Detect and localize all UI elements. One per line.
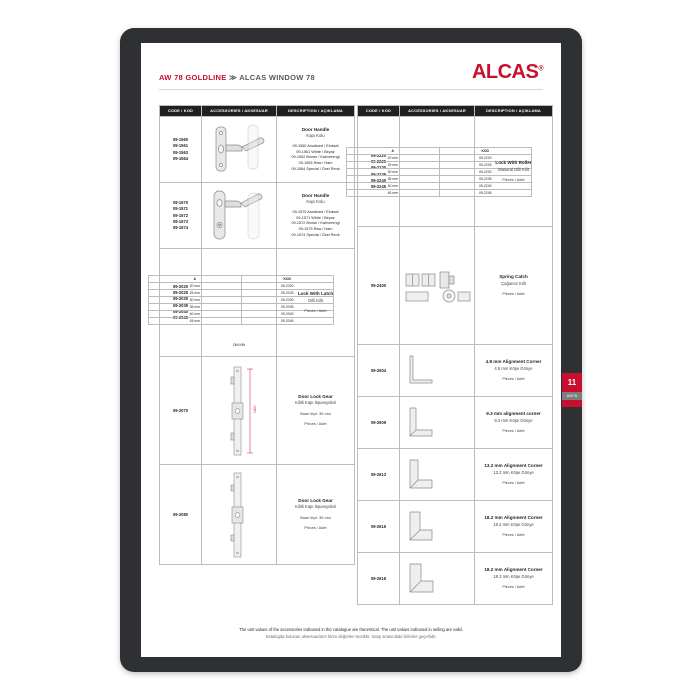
product-image: [202, 465, 277, 565]
col-code: CODE / KOD: [358, 106, 400, 117]
desc-subtitle: Dilli Kilit: [308, 297, 323, 303]
desc-title: 18.2 mm Alignment Corner: [484, 514, 543, 520]
desc-subtitle: 4.8 mm Köşe Gönye: [494, 365, 533, 371]
product-image: [400, 501, 475, 553]
footer-line-tr: Katalogda bulunan aksesuarların birim değerleri teoriktir. Satış sırasındaki birimler geçerlidir.: [265, 634, 437, 639]
table-row: [358, 227, 553, 345]
table-row: [358, 449, 553, 501]
size-table: A KOD 20 mm 09-2020 25 mm 09-2025 30 mm 09-2030 35 mm 09-2035 40 mm 09-2040 45 mm 09-2045: [148, 275, 334, 325]
desc-note: Pieces / Adet: [502, 178, 525, 183]
row-codes: 09-2220 09-2225 09-2230 09-2235 09-2240 09-2245: [358, 117, 400, 227]
row-codes: 09-2609: [358, 397, 400, 449]
desc-subtitle: Çağanoz Kilit: [501, 280, 526, 286]
figure-caption: Dilli Kilit: [233, 342, 245, 347]
row-description: [475, 553, 553, 605]
page-tab-label: AW78: [562, 392, 582, 400]
table-row: [358, 397, 553, 449]
desc-title: 18.2 mm Alignment Corner: [484, 566, 543, 572]
desc-subtitle: Kapı Kolu: [306, 133, 325, 139]
right-column: [357, 105, 543, 605]
door-lock-gear-figure-2: [204, 469, 274, 561]
header-chevron-icon: ≫: [228, 73, 238, 82]
row-codes: 09-2080: [160, 465, 202, 565]
desc-subtitle: 18.2 mm Köşe Gönye: [493, 521, 534, 527]
row-codes: 09-2615: [358, 501, 400, 553]
header-title: [159, 73, 315, 82]
desc-subtitle: Kapı Kolu: [306, 199, 325, 205]
alcas-logo: ALCAS®: [471, 61, 543, 83]
row-description: [277, 117, 355, 183]
row-codes: 09-1560 09-1561 09-1563 09-1564: [160, 117, 202, 183]
desc-note: Barel ölçü: 35 mm: [300, 515, 331, 520]
desc-subtitle: 13.2 mm Köşe Gönye: [493, 469, 534, 475]
table-row: [358, 553, 553, 605]
door-handle-figure: [204, 121, 270, 179]
desc-note: Pieces / Adet: [502, 292, 525, 297]
table-row: [358, 501, 553, 553]
row-codes: 09-2618: [358, 553, 400, 605]
row-description: [475, 501, 553, 553]
table-row: [160, 249, 355, 357]
product-image: [400, 345, 475, 397]
col-accessories: ACCESSORIES / AKSESUAR: [400, 106, 475, 117]
desc-variants: 09-1570 Anodized / Eloksal 09-1571 White / Beyaz 09-1572 Brown / Kahverengi 09-1573 Raw / Ham 09-1574 Special / Özel Renk: [291, 209, 340, 238]
product-image: [400, 553, 475, 605]
col-description: DESCRIPTION / AÇIKLAMA: [277, 106, 355, 117]
desc-note-2: Pieces / Adet: [304, 526, 327, 531]
desc-note: Barel ölçü: 35 mm: [300, 411, 331, 416]
product-image: [387, 117, 492, 227]
page-number: 11: [567, 378, 577, 387]
desc-title: Door Handle: [301, 126, 330, 132]
desc-note: Pieces / Adet: [502, 481, 525, 486]
registered-icon: ®: [538, 65, 543, 73]
alignment-corner-figure: [402, 404, 442, 442]
accessories-table-right: [357, 105, 553, 605]
row-codes: 09-1570 09-1571 09-1572 09-1573 09-1574: [160, 183, 202, 249]
desc-subtitle: 9.3 mm Köşe Gönye: [494, 417, 533, 423]
row-codes: 09-2020 09-2025 09-2030 09-2035 09-2040 09-2045: [160, 249, 202, 357]
page-footer: [159, 627, 543, 639]
header-divider: [159, 89, 543, 90]
table-row: [358, 117, 553, 227]
row-description: [475, 227, 553, 345]
desc-subtitle: 18.2 mm Köşe Gönye: [493, 573, 534, 579]
desc-title: 9.3 mm alignment corner: [486, 410, 541, 416]
row-description: [277, 183, 355, 249]
product-image: [400, 397, 475, 449]
table-header-row: [358, 106, 553, 117]
alignment-corner-figure: [402, 456, 442, 494]
table-row: [160, 357, 355, 465]
page-tab: [562, 373, 582, 407]
footer-line-en: The unit values of the accessories indicated in the catalogue are theoretical. The unit values indicated in selling are valid.: [239, 627, 463, 632]
desc-title: 13.2 mm Alignment Corner: [484, 462, 543, 468]
row-description: [475, 345, 553, 397]
desc-title: 4.8 mm Alignment Corner: [485, 358, 542, 364]
alignment-corner-figure: [402, 508, 442, 546]
desc-title: Spring Catch: [499, 273, 528, 279]
page-header: [159, 61, 543, 101]
alignment-corner-figure: [402, 352, 442, 390]
col-accessories: ACCESSORIES / AKSESUAR: [202, 106, 277, 117]
product-image: [202, 183, 277, 249]
desc-title: Lock With Roller: [495, 159, 532, 165]
row-codes: 09-2400: [358, 227, 400, 345]
col-code: CODE / KOD: [160, 106, 202, 117]
desc-subtitle: Masural Dilli Kilit: [498, 166, 529, 172]
door-handle-plate-figure: [204, 187, 270, 245]
row-codes: 09-2613: [358, 449, 400, 501]
desc-title: Door Lock Gear: [298, 497, 333, 503]
door-lock-gear-figure: [204, 363, 274, 459]
table-row: [160, 183, 355, 249]
row-codes: 09-2604: [358, 345, 400, 397]
product-image: [202, 357, 277, 465]
table-row: [160, 465, 355, 565]
desc-note: Pieces / Adet: [502, 429, 525, 434]
desc-note: Pieces / Adet: [502, 585, 525, 590]
product-image: [189, 249, 294, 357]
size-table: A KOD 20 mm 09-2220 25 mm 09-2225 30 mm 09-2230 35 mm 09-2235 40 mm 09-2240 45 mm 09-2245: [346, 147, 532, 197]
left-column: [159, 105, 345, 565]
desc-title: Door Handle: [301, 192, 330, 198]
desc-note-2: Pieces / Adet: [304, 422, 327, 427]
spring-catch-figure: [402, 266, 474, 306]
product-image: [400, 449, 475, 501]
header-subtitle: ALCAS WINDOW 78: [239, 73, 315, 82]
desc-subtitle: Kilitli Kapı İspanıyoleti: [295, 504, 336, 510]
desc-note: Pieces / Adet: [502, 533, 525, 538]
desc-note: Pieces / Adet: [502, 377, 525, 382]
product-image: [202, 117, 277, 183]
catalog-page: [141, 43, 578, 657]
row-description: [277, 357, 355, 465]
desc-subtitle: Kilitli Kapı İspanıyoleti: [295, 400, 336, 406]
desc-title: Lock With Latch: [297, 290, 334, 296]
row-description: [277, 465, 355, 565]
alignment-corner-figure: [402, 560, 442, 598]
product-image: [400, 227, 475, 345]
row-codes: 09-2070: [160, 357, 202, 465]
desc-title: Door Lock Gear: [298, 393, 333, 399]
dimension-label: 1400: [253, 405, 257, 413]
row-description: [475, 397, 553, 449]
accessories-table-left: [159, 105, 355, 565]
table-row: [160, 117, 355, 183]
table-header-row: [160, 106, 355, 117]
desc-variants: 09-1560 Anodized / Eloksal 09-1561 White / Beyaz 09-1562 Brown / Kahverengi 09-1563 Raw / Ham 09-1564 Special / Özel Renk: [291, 143, 340, 172]
desc-note: Pieces / Adet: [304, 309, 327, 314]
row-description: [475, 449, 553, 501]
col-description: DESCRIPTION / AÇIKLAMA: [475, 106, 553, 117]
table-row: [358, 345, 553, 397]
header-series: AW 78 GOLDLINE: [159, 73, 227, 82]
